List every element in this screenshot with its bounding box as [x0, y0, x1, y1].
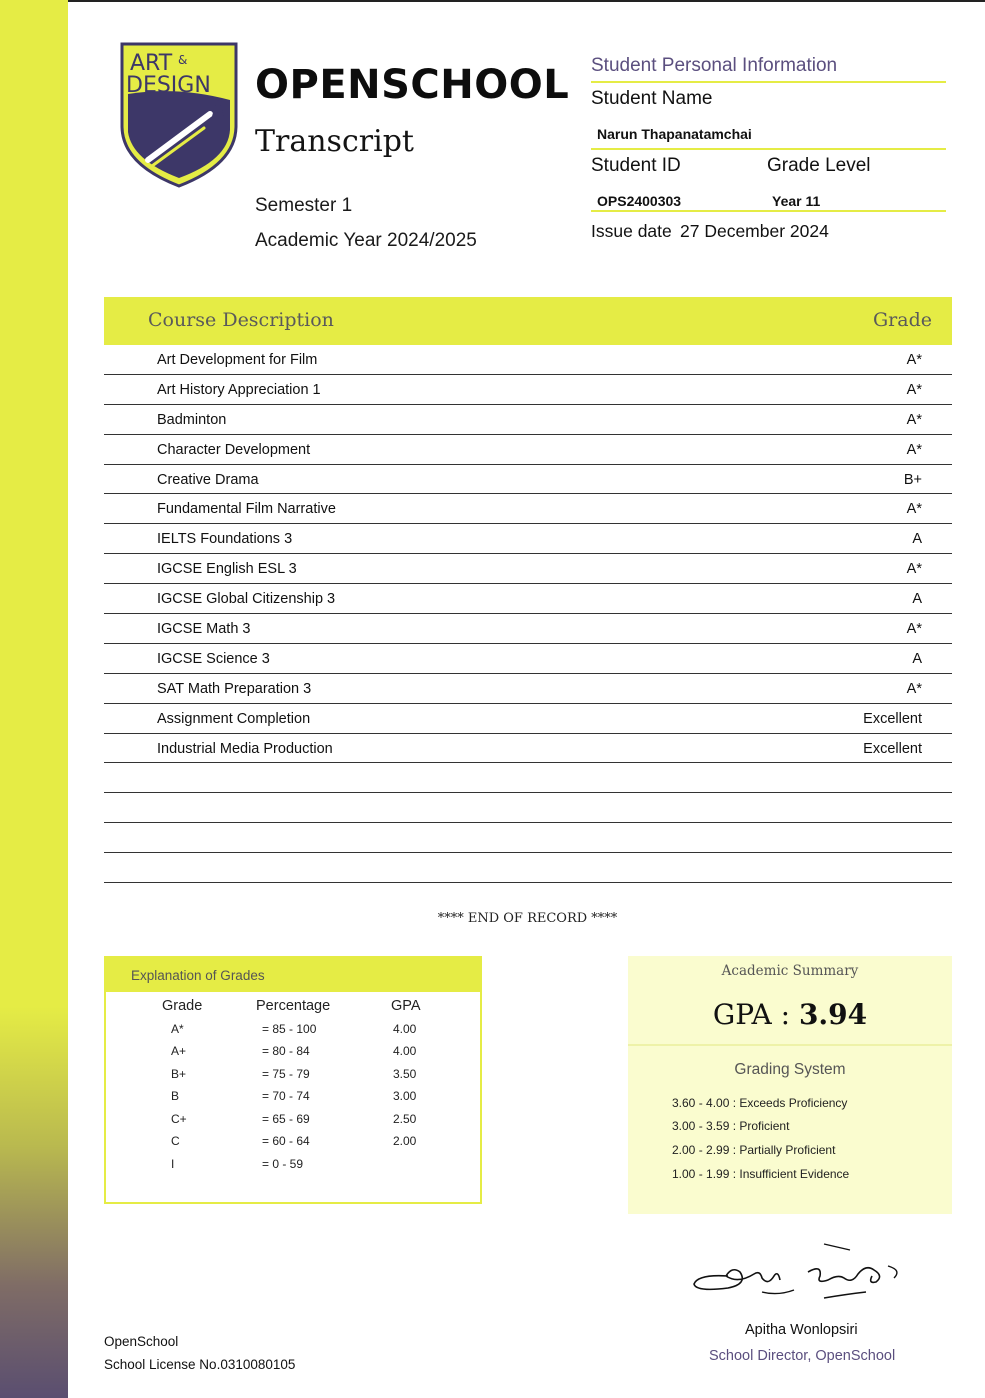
explanation-grade: B [171, 1089, 180, 1103]
course-grade: Excellent [863, 710, 922, 727]
course-grade: A* [906, 561, 922, 578]
explanation-of-grades [104, 956, 482, 1204]
table-row [104, 734, 952, 764]
student-name-label: Student Name [591, 88, 713, 109]
info-divider [591, 210, 946, 212]
table-row [104, 793, 952, 823]
course-name: SAT Math Preparation 3 [157, 680, 312, 697]
course-name: IGCSE Science 3 [157, 650, 270, 667]
course-grade: A [912, 591, 922, 608]
course-name: Industrial Media Production [157, 740, 333, 757]
info-divider [591, 148, 946, 150]
table-row [104, 644, 952, 674]
logo-text-art: ART [130, 51, 173, 76]
course-grade: B+ [903, 471, 922, 488]
footer-license: School License No.0310080105 [104, 1357, 296, 1372]
table-row [104, 763, 952, 793]
table-row [104, 554, 952, 584]
explanation-gpa: 3.00 [393, 1089, 417, 1103]
course-grade: A* [906, 441, 922, 458]
footer-school: OpenSchool [104, 1334, 179, 1349]
explanation-percentage: = 70 - 74 [262, 1089, 310, 1103]
table-row [104, 494, 952, 524]
issue-date-label: Issue date [591, 221, 672, 241]
explanation-percentage: = 65 - 69 [262, 1112, 310, 1126]
gpa-value: 3.94 [798, 998, 868, 1031]
explanation-grade: A* [171, 1022, 184, 1036]
grading-system-item: 3.00 - 3.59 : Proficient [672, 1119, 790, 1133]
course-grade: A* [906, 501, 922, 518]
issue-date-value: 27 December 2024 [680, 221, 829, 241]
side-accent-bar [0, 0, 68, 1398]
grading-system-item: 1.00 - 1.99 : Insufficient Evidence [672, 1167, 850, 1181]
explanation-grade: C+ [171, 1112, 187, 1126]
explanation-gpa: 4.00 [393, 1022, 417, 1036]
course-name: Character Development [157, 441, 311, 458]
course-name: Badminton [157, 411, 227, 428]
explanation-gpa: 2.50 [393, 1112, 417, 1126]
course-grade: Excellent [863, 740, 922, 757]
course-grade: A* [906, 621, 922, 638]
explanation-col-percentage: Percentage [256, 998, 331, 1014]
art-design-logo [118, 42, 240, 188]
grade-level-label: Grade Level [767, 155, 871, 176]
document-title: Transcript [255, 124, 414, 159]
director-signature [688, 1236, 910, 1306]
logo-text-design: DESIGN [126, 73, 211, 98]
explanation-grade: C [171, 1134, 180, 1148]
table-row [104, 524, 952, 554]
end-of-record: **** END OF RECORD **** [437, 911, 618, 926]
course-grade: A* [906, 352, 922, 368]
course-grade: A [912, 531, 922, 548]
explanation-percentage: = 80 - 84 [262, 1044, 310, 1058]
course-name: IELTS Foundations 3 [157, 531, 293, 548]
course-name: Assignment Completion [157, 710, 311, 727]
table-row [104, 853, 952, 883]
grading-system-title: Grading System [734, 1061, 846, 1078]
student-id-label: Student ID [591, 155, 681, 176]
explanation-header [106, 958, 480, 992]
table-row [104, 375, 952, 405]
summary-divider [628, 1044, 952, 1046]
explanation-grade: A+ [171, 1044, 187, 1058]
student-info-title: Student Personal Information [591, 55, 838, 76]
explanation-title: Explanation of Grades [131, 968, 265, 983]
explanation-percentage: = 0 - 59 [262, 1157, 304, 1171]
grading-system-item: 2.00 - 2.99 : Partially Proficient [672, 1143, 836, 1157]
school-name: OPENSCHOOL [255, 62, 570, 108]
explanation-gpa: 4.00 [393, 1044, 417, 1058]
grade-level-value: Year 11 [772, 193, 821, 209]
course-name: IGCSE Math 3 [157, 621, 251, 638]
course-table-header [104, 297, 952, 345]
academic-year: Academic Year 2024/2025 [255, 230, 477, 251]
course-name: Art History Appreciation 1 [157, 381, 321, 398]
table-row [104, 614, 952, 644]
course-name: Fundamental Film Narrative [157, 501, 336, 518]
grade-column-header: Grade [873, 309, 932, 331]
student-name-value: Narun Thapanatamchai [597, 126, 752, 142]
course-grade: A* [906, 381, 922, 398]
grading-system-item: 3.60 - 4.00 : Exceeds Proficiency [672, 1096, 848, 1110]
course-name: Art Development for Film [157, 352, 318, 368]
explanation-grade: B+ [171, 1067, 187, 1081]
explanation-grade: I [171, 1157, 175, 1171]
academic-summary [628, 956, 952, 1214]
course-name: IGCSE English ESL 3 [157, 561, 297, 578]
table-row [104, 704, 952, 734]
explanation-col-gpa: GPA [391, 998, 421, 1014]
table-row [104, 674, 952, 704]
director-name: Apitha Wonlopsiri [745, 1322, 858, 1338]
explanation-percentage: = 85 - 100 [262, 1022, 317, 1036]
gpa-line [628, 998, 952, 1031]
student-id-value: OPS2400303 [597, 193, 682, 209]
info-divider [591, 81, 946, 83]
table-row [104, 405, 952, 435]
explanation-percentage: = 60 - 64 [262, 1134, 310, 1148]
explanation-gpa: 3.50 [393, 1067, 417, 1081]
explanation-gpa: 2.00 [393, 1134, 417, 1148]
course-table [104, 345, 952, 883]
table-row [104, 435, 952, 465]
course-name: Creative Drama [157, 471, 259, 488]
course-grade: A* [906, 680, 922, 697]
table-row [104, 823, 952, 853]
table-row [104, 345, 952, 375]
academic-summary-title: Academic Summary [721, 963, 859, 979]
top-rule [0, 0, 985, 2]
gpa-label: GPA : [712, 998, 791, 1031]
semester: Semester 1 [255, 195, 353, 216]
explanation-col-grade: Grade [162, 998, 203, 1014]
table-row [104, 465, 952, 495]
table-row [104, 584, 952, 614]
logo-text-amp: & [178, 53, 188, 67]
director-title: School Director, OpenSchool [709, 1348, 896, 1364]
course-name: IGCSE Global Citizenship 3 [157, 591, 336, 608]
course-grade: A* [906, 411, 922, 428]
explanation-percentage: = 75 - 79 [262, 1067, 310, 1081]
course-column-header: Course Description [148, 309, 334, 331]
course-grade: A [912, 650, 922, 667]
